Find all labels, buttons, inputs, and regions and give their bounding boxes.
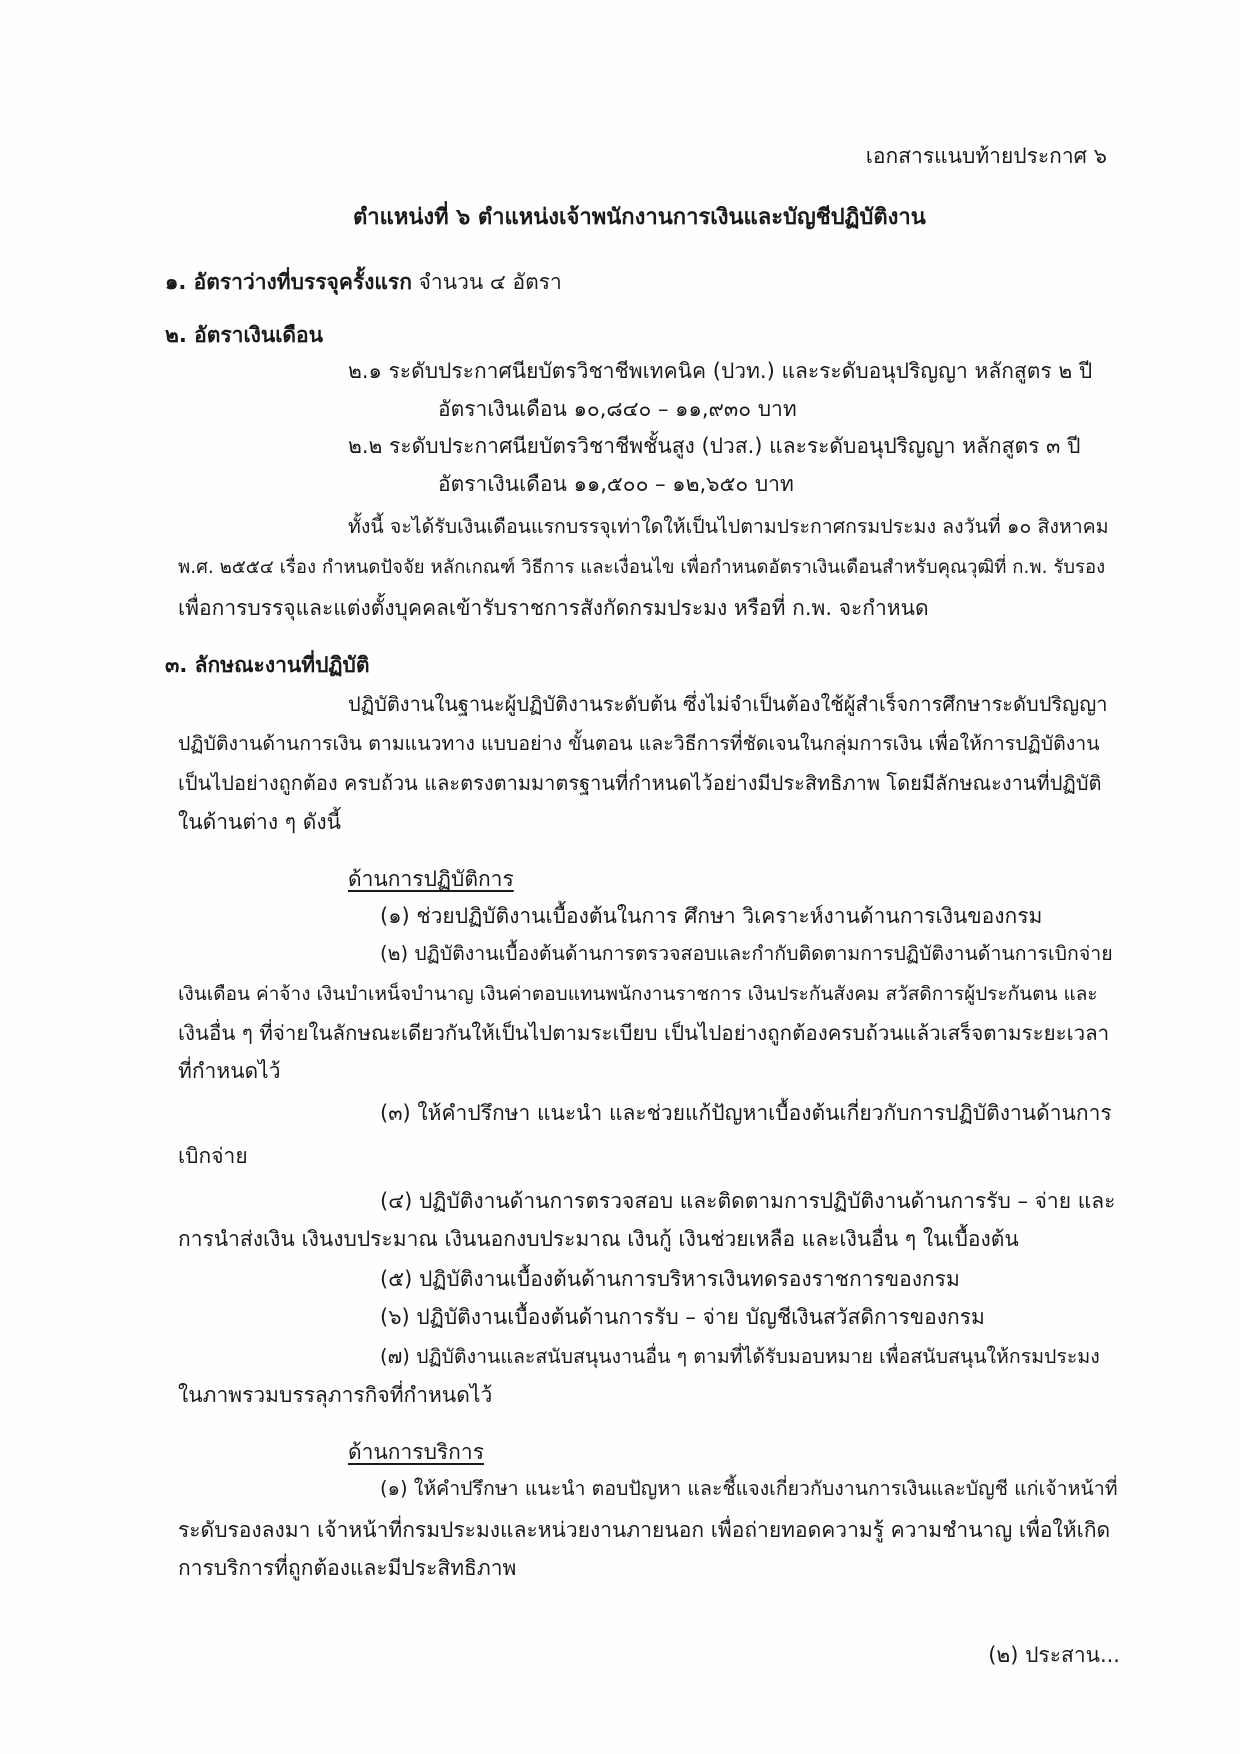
salary-note-line: ทั้งนี้ จะได้รับเงินเดือนแรกบรรจุเท่าใดให้เป็นไปตามประกาศกรมประมง ลงวันที่ ๑๐ สิงหาคม [348,515,1109,538]
salary-item-1-line1: ๒.๑ ระดับประกาศนียบัตรวิชาชีพเทคนิค (ปวท.) และระดับอนุปริญญา หลักสูตร ๒ ปี [348,359,1093,383]
operations-item-2-cont: ที่กำหนดไว้ [178,1059,281,1083]
operations-item-3-cont: เบิกจ่าย [178,1144,248,1168]
salary-item-2-amount: อัตราเงินเดือน ๑๑,๕๐๐ – ๑๒,๖๕๐ บาท [438,472,794,496]
operations-item-1: (๑) ช่วยปฏิบัติงานเบื้องต้นในการ ศึกษา วิเคราะห์งานด้านการเงินของกรม [380,904,1043,928]
service-item-1-cont: ระดับรองลงมา เจ้าหน้าที่กรมประมงและหน่วยงานภายนอก เพื่อถ่ายทอดความรู้ ความชำนาญ เพื่อให้เกิด [178,1518,1111,1542]
operations-item-2-cont: เงินอื่น ๆ ที่จ่ายในลักษณะเดียวกันให้เป็นไปตามระเบียบ เป็นไปอย่างถูกต้องครบถ้วนแล้วเสร็จตามระยะเวลา [178,1021,1110,1045]
section1-detail: จำนวน ๔ อัตรา [418,270,562,294]
operations-item-6: (๖) ปฏิบัติงานเบื้องต้นด้านการรับ – จ่าย บัญชีเงินสวัสดิการของกรม [380,1305,985,1329]
operations-item-3: (๓) ให้คำปรึกษา แนะนำ และช่วยแก้ปัญหาเบื้องต้นเกี่ยวกับการปฏิบัติงานด้านการ [380,1101,1112,1125]
salary-note-line: เพื่อการบรรจุและแต่งตั้งบุคคลเข้ารับราชการสังกัดกรมประมง หรือที่ ก.พ. จะกำหนด [178,596,929,620]
job-intro-line: เป็นไปอย่างถูกต้อง ครบถ้วน และตรงตามมาตรฐานที่กำหนดไว้อย่างมีประสิทธิภาพ โดยมีลักษณะงานที่ปฏิบัติ [178,771,1102,795]
operations-item-2-cont: เงินเดือน ค่าจ้าง เงินบำเหน็จบำนาญ เงินค่าตอบแทนพนักงานราชการ เงินประกันสังคม สวัสดิการผู้ประกันตน และ [178,983,1098,1005]
section2-heading: ๒. อัตราเงินเดือน [165,323,324,347]
continuation-marker: (๒) ประสาน... [988,1643,1120,1667]
job-intro-line: ปฏิบัติงานในฐานะผู้ปฏิบัติงานระดับต้น ซึ่งไม่จำเป็นต้องใช้ผู้สำเร็จการศึกษาระดับปริญญา [348,692,1108,716]
salary-note-line: พ.ศ. ๒๕๕๔ เรื่อง กำหนดปัจจัย หลักเกณฑ์ วิธีการ และเงื่อนไข เพื่อกำหนดอัตราเงินเดือนสำหรับคุณวุฒิที่ ก.พ. รับรอง [178,557,1106,578]
job-intro-line: ในด้านต่าง ๆ ดังนี้ [178,810,341,834]
operations-item-7-cont: ในภาพรวมบรรลุภารกิจที่กำหนดไว้ [178,1383,493,1407]
salary-item-2-line1: ๒.๒ ระดับประกาศนียบัตรวิชาชีพชั้นสูง (ปวส.) และระดับอนุปริญญา หลักสูตร ๓ ปี [348,434,1081,458]
operations-item-2: (๒) ปฏิบัติงานเบื้องต้นด้านการตรวจสอบและกำกับติดตามการปฏิบัติงานด้านการเบิกจ่าย [380,942,1113,965]
section1-line [165,267,562,297]
operations-heading: ด้านการปฏิบัติการ [348,867,514,891]
service-item-1-cont: การบริการที่ถูกต้องและมีประสิทธิภาพ [178,1556,517,1580]
service-item-1: (๑) ให้คำปรึกษา แนะนำ ตอบปัญหา และชี้แจงเกี่ยวกับงานการเงินและบัญชี แก่เจ้าหน้าที่ [380,1477,1118,1500]
section1-heading: ๑. อัตราว่างที่บรรจุครั้งแรก [165,270,412,294]
operations-item-7: (๗) ปฏิบัติงานและสนับสนุนงานอื่น ๆ ตามที่ได้รับมอบหมาย เพื่อสนับสนุนให้กรมประมง [380,1345,1100,1368]
operations-item-4: (๔) ปฏิบัติงานด้านการตรวจสอบ และติดตามการปฏิบัติงานด้านการรับ – จ่าย และ [380,1189,1116,1213]
operations-item-4-cont: การนำส่งเงิน เงินงบประมาณ เงินนอกงบประมาณ เงินกู้ เงินช่วยเหลือ และเงินอื่น ๆ ในเบื้องต้น [178,1227,1019,1251]
position-title: ตำแหน่งที่ ๖ ตำแหน่งเจ้าพนักงานการเงินและบัญชีปฏิบัติงาน [353,205,926,230]
service-heading: ด้านการบริการ [348,1440,484,1464]
job-intro-line: ปฏิบัติงานด้านการเงิน ตามแนวทาง แบบอย่าง ขั้นตอน และวิธีการที่ชัดเจนในกลุ่มการเงิน เพื่อให้การปฏิบัติงาน [178,732,1100,755]
salary-item-1-amount: อัตราเงินเดือน ๑๐,๘๔๐ – ๑๑,๙๓๐ บาท [438,397,797,421]
operations-item-5: (๕) ปฏิบัติงานเบื้องต้นด้านการบริหารเงินทดรองราชการของกรม [380,1267,960,1291]
annex-label: เอกสารแนบท้ายประกาศ ๖ [865,144,1107,168]
section3-heading: ๓. ลักษณะงานที่ปฏิบัติ [165,653,370,677]
